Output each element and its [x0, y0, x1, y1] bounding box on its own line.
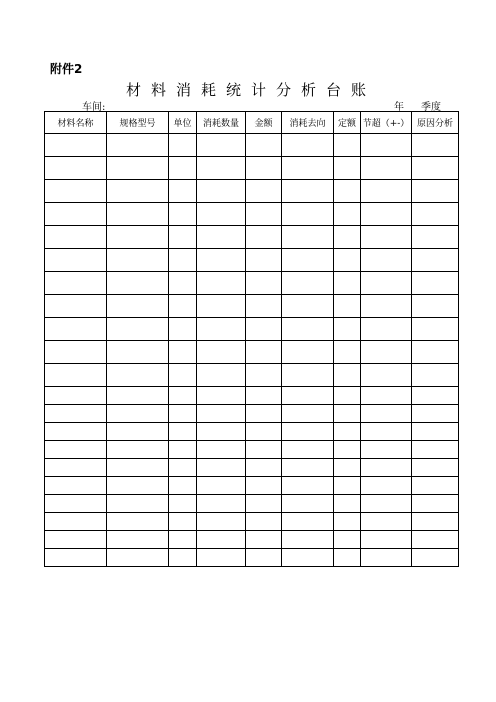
- table-cell[interactable]: [282, 318, 334, 341]
- table-cell[interactable]: [169, 272, 197, 295]
- table-cell[interactable]: [246, 134, 282, 157]
- table-cell[interactable]: [246, 459, 282, 477]
- table-cell[interactable]: [246, 531, 282, 549]
- table-row: [45, 441, 459, 459]
- table-cell[interactable]: [282, 272, 334, 295]
- table-cell[interactable]: [412, 295, 459, 318]
- table-cell[interactable]: [197, 226, 246, 249]
- table-row: [45, 495, 459, 513]
- table-cell[interactable]: [107, 134, 169, 157]
- table-row: [45, 549, 459, 567]
- table-cell[interactable]: [334, 495, 361, 513]
- table-cell[interactable]: [45, 318, 107, 341]
- table-cell[interactable]: [361, 495, 412, 513]
- table-cell[interactable]: [107, 364, 169, 387]
- table-cell[interactable]: [246, 513, 282, 531]
- table-cell[interactable]: [334, 364, 361, 387]
- table-cell[interactable]: [282, 423, 334, 441]
- table-row: [45, 295, 459, 318]
- table-cell[interactable]: [334, 157, 361, 180]
- table-cell[interactable]: [197, 387, 246, 405]
- table-cell[interactable]: [45, 405, 107, 423]
- table-row: [45, 272, 459, 295]
- table-cell[interactable]: [246, 157, 282, 180]
- table-cell[interactable]: [282, 387, 334, 405]
- table-cell[interactable]: [361, 272, 412, 295]
- table-cell[interactable]: [107, 495, 169, 513]
- table-cell[interactable]: [169, 405, 197, 423]
- table-cell[interactable]: [107, 272, 169, 295]
- table-row: [45, 477, 459, 495]
- table-cell[interactable]: [282, 180, 334, 203]
- table-cell[interactable]: [197, 318, 246, 341]
- table-cell[interactable]: [246, 477, 282, 495]
- table-cell[interactable]: [412, 549, 459, 567]
- table-cell[interactable]: [246, 423, 282, 441]
- table-cell[interactable]: [412, 272, 459, 295]
- table-cell[interactable]: [361, 459, 412, 477]
- column-header: 金额: [246, 112, 282, 134]
- table-cell[interactable]: [334, 203, 361, 226]
- table-cell[interactable]: [361, 531, 412, 549]
- table-cell[interactable]: [246, 441, 282, 459]
- table-cell[interactable]: [45, 513, 107, 531]
- table-cell[interactable]: [107, 477, 169, 495]
- table-cell[interactable]: [412, 441, 459, 459]
- table-cell[interactable]: [361, 318, 412, 341]
- table-cell[interactable]: [169, 387, 197, 405]
- table-cell[interactable]: [197, 295, 246, 318]
- table-cell[interactable]: [107, 441, 169, 459]
- table-cell[interactable]: [361, 423, 412, 441]
- table-cell[interactable]: [412, 249, 459, 272]
- table-cell[interactable]: [361, 549, 412, 567]
- table-cell[interactable]: [334, 272, 361, 295]
- table-row: [45, 226, 459, 249]
- table-cell[interactable]: [169, 459, 197, 477]
- table-cell[interactable]: [334, 249, 361, 272]
- table-row: [45, 531, 459, 549]
- table-cell[interactable]: [45, 226, 107, 249]
- table-cell[interactable]: [107, 203, 169, 226]
- table-cell[interactable]: [45, 495, 107, 513]
- table-cell[interactable]: [45, 203, 107, 226]
- table-row: [45, 203, 459, 226]
- table-cell[interactable]: [107, 295, 169, 318]
- table-cell[interactable]: [45, 531, 107, 549]
- table-cell[interactable]: [334, 513, 361, 531]
- table-cell[interactable]: [246, 249, 282, 272]
- table-body: [45, 134, 459, 567]
- table-cell[interactable]: [45, 423, 107, 441]
- table-cell[interactable]: [246, 364, 282, 387]
- table-cell[interactable]: [197, 531, 246, 549]
- consumption-ledger-table: [44, 111, 459, 567]
- table-cell[interactable]: [107, 387, 169, 405]
- table-cell[interactable]: [282, 495, 334, 513]
- table-cell[interactable]: [169, 513, 197, 531]
- table-cell[interactable]: [282, 249, 334, 272]
- table-cell[interactable]: [197, 459, 246, 477]
- quarter-label: 季度: [421, 102, 441, 113]
- table-cell[interactable]: [282, 226, 334, 249]
- table-cell[interactable]: [282, 364, 334, 387]
- column-header: 规格型号: [107, 112, 169, 134]
- table-cell[interactable]: [412, 495, 459, 513]
- table-cell[interactable]: [107, 531, 169, 549]
- table-cell[interactable]: [361, 203, 412, 226]
- table-row: [45, 387, 459, 405]
- table-cell[interactable]: [169, 531, 197, 549]
- table-cell[interactable]: [361, 341, 412, 364]
- table-cell[interactable]: [412, 513, 459, 531]
- table-cell[interactable]: [334, 477, 361, 495]
- table-cell[interactable]: [282, 441, 334, 459]
- table-cell[interactable]: [282, 203, 334, 226]
- table-cell[interactable]: [197, 157, 246, 180]
- table-cell[interactable]: [412, 226, 459, 249]
- table-cell[interactable]: [334, 441, 361, 459]
- table-cell[interactable]: [107, 341, 169, 364]
- table-cell[interactable]: [197, 441, 246, 459]
- table-cell[interactable]: [107, 180, 169, 203]
- table-row: [45, 364, 459, 387]
- table-cell[interactable]: [246, 405, 282, 423]
- table-cell[interactable]: [197, 477, 246, 495]
- table-header-row: [45, 112, 459, 134]
- table-cell[interactable]: [246, 272, 282, 295]
- table-cell[interactable]: [169, 549, 197, 567]
- table-cell[interactable]: [45, 549, 107, 567]
- table-cell[interactable]: [169, 318, 197, 341]
- table-cell[interactable]: [282, 157, 334, 180]
- table-cell[interactable]: [197, 272, 246, 295]
- table-cell[interactable]: [197, 249, 246, 272]
- table-cell[interactable]: [282, 134, 334, 157]
- table-cell[interactable]: [361, 387, 412, 405]
- table-cell[interactable]: [169, 249, 197, 272]
- table-cell[interactable]: [169, 341, 197, 364]
- table-cell[interactable]: [246, 318, 282, 341]
- table-cell[interactable]: [197, 341, 246, 364]
- table-cell[interactable]: [197, 364, 246, 387]
- table-row: [45, 423, 459, 441]
- table-row: [45, 157, 459, 180]
- table-cell[interactable]: [361, 157, 412, 180]
- table-cell[interactable]: [412, 203, 459, 226]
- table-cell[interactable]: [361, 477, 412, 495]
- table-cell[interactable]: [197, 495, 246, 513]
- table-cell[interactable]: [334, 459, 361, 477]
- table-cell[interactable]: [169, 423, 197, 441]
- table-cell[interactable]: [107, 513, 169, 531]
- table-cell[interactable]: [334, 341, 361, 364]
- attachment-label: 附件2: [50, 62, 83, 76]
- table-cell[interactable]: [412, 157, 459, 180]
- table-cell[interactable]: [361, 295, 412, 318]
- table-row: [45, 180, 459, 203]
- table-cell[interactable]: [169, 226, 197, 249]
- table-cell[interactable]: [107, 318, 169, 341]
- table-cell[interactable]: [169, 495, 197, 513]
- table-cell[interactable]: [107, 249, 169, 272]
- table-cell[interactable]: [282, 531, 334, 549]
- table-cell[interactable]: [107, 405, 169, 423]
- table-cell[interactable]: [246, 549, 282, 567]
- table-cell[interactable]: [361, 249, 412, 272]
- table-cell[interactable]: [412, 387, 459, 405]
- table-cell[interactable]: [412, 405, 459, 423]
- column-header: 消耗去向: [282, 112, 334, 134]
- table-cell[interactable]: [169, 477, 197, 495]
- table-cell[interactable]: [169, 134, 197, 157]
- table-cell[interactable]: [412, 341, 459, 364]
- table-cell[interactable]: [412, 477, 459, 495]
- table-cell[interactable]: [246, 295, 282, 318]
- table-cell[interactable]: [107, 549, 169, 567]
- table-row: [45, 513, 459, 531]
- table-cell[interactable]: [246, 387, 282, 405]
- table-cell[interactable]: [334, 405, 361, 423]
- table-cell[interactable]: [169, 157, 197, 180]
- table-cell[interactable]: [197, 203, 246, 226]
- table-cell[interactable]: [282, 459, 334, 477]
- table-cell[interactable]: [45, 387, 107, 405]
- workshop-label: 车间:: [82, 102, 106, 113]
- table-row: [45, 249, 459, 272]
- document-title: 材料消耗统计分析台账: [125, 81, 376, 99]
- table-cell[interactable]: [361, 513, 412, 531]
- table-cell[interactable]: [361, 180, 412, 203]
- table-cell[interactable]: [197, 134, 246, 157]
- table-cell[interactable]: [412, 531, 459, 549]
- table-row: [45, 318, 459, 341]
- table-cell[interactable]: [412, 459, 459, 477]
- table-cell[interactable]: [361, 405, 412, 423]
- table-cell[interactable]: [197, 423, 246, 441]
- table-cell[interactable]: [169, 441, 197, 459]
- table-cell[interactable]: [361, 134, 412, 157]
- table-cell[interactable]: [412, 423, 459, 441]
- column-header: 材料名称: [45, 112, 107, 134]
- table-row: [45, 459, 459, 477]
- column-header: 原因分析: [412, 112, 459, 134]
- table-cell[interactable]: [334, 180, 361, 203]
- table-cell[interactable]: [197, 513, 246, 531]
- table-row: [45, 405, 459, 423]
- table-cell[interactable]: [45, 134, 107, 157]
- table-cell[interactable]: [282, 295, 334, 318]
- table-cell[interactable]: [45, 249, 107, 272]
- table-cell[interactable]: [246, 226, 282, 249]
- table-cell[interactable]: [282, 341, 334, 364]
- table-cell[interactable]: [282, 405, 334, 423]
- year-label: 年: [394, 102, 404, 113]
- table-cell[interactable]: [334, 423, 361, 441]
- table-cell[interactable]: [361, 364, 412, 387]
- table-cell[interactable]: [412, 364, 459, 387]
- table-cell[interactable]: [45, 459, 107, 477]
- table-cell[interactable]: [169, 295, 197, 318]
- table-cell[interactable]: [412, 180, 459, 203]
- column-header: 定额: [334, 112, 361, 134]
- table-cell[interactable]: [197, 180, 246, 203]
- table-cell[interactable]: [45, 157, 107, 180]
- table-cell[interactable]: [45, 477, 107, 495]
- table-cell[interactable]: [45, 295, 107, 318]
- table-cell[interactable]: [45, 441, 107, 459]
- table-cell[interactable]: [107, 157, 169, 180]
- table-cell[interactable]: [282, 549, 334, 567]
- table-cell[interactable]: [246, 203, 282, 226]
- table-row: [45, 341, 459, 364]
- table-cell[interactable]: [412, 318, 459, 341]
- table-cell[interactable]: [169, 180, 197, 203]
- table-cell[interactable]: [282, 513, 334, 531]
- table-cell[interactable]: [197, 405, 246, 423]
- table-cell[interactable]: [246, 495, 282, 513]
- table-cell[interactable]: [45, 364, 107, 387]
- table-cell[interactable]: [45, 341, 107, 364]
- column-header: 节超（+-）: [361, 112, 412, 134]
- table-cell[interactable]: [361, 226, 412, 249]
- table-cell[interactable]: [412, 134, 459, 157]
- table-cell[interactable]: [107, 423, 169, 441]
- table-cell[interactable]: [107, 459, 169, 477]
- table-cell[interactable]: [45, 180, 107, 203]
- table-cell[interactable]: [334, 295, 361, 318]
- table-cell[interactable]: [107, 226, 169, 249]
- table-cell[interactable]: [334, 134, 361, 157]
- table-cell[interactable]: [197, 549, 246, 567]
- table-cell[interactable]: [45, 272, 107, 295]
- table-cell[interactable]: [334, 226, 361, 249]
- table-cell[interactable]: [246, 180, 282, 203]
- column-header: 单位: [169, 112, 197, 134]
- table-cell[interactable]: [361, 441, 412, 459]
- table-cell[interactable]: [334, 318, 361, 341]
- table-cell[interactable]: [169, 364, 197, 387]
- table-cell[interactable]: [334, 531, 361, 549]
- column-header: 消耗数量: [197, 112, 246, 134]
- table-cell[interactable]: [169, 203, 197, 226]
- table-cell[interactable]: [334, 387, 361, 405]
- table-row: [45, 134, 459, 157]
- table-cell[interactable]: [334, 549, 361, 567]
- table-cell[interactable]: [246, 341, 282, 364]
- table-cell[interactable]: [282, 477, 334, 495]
